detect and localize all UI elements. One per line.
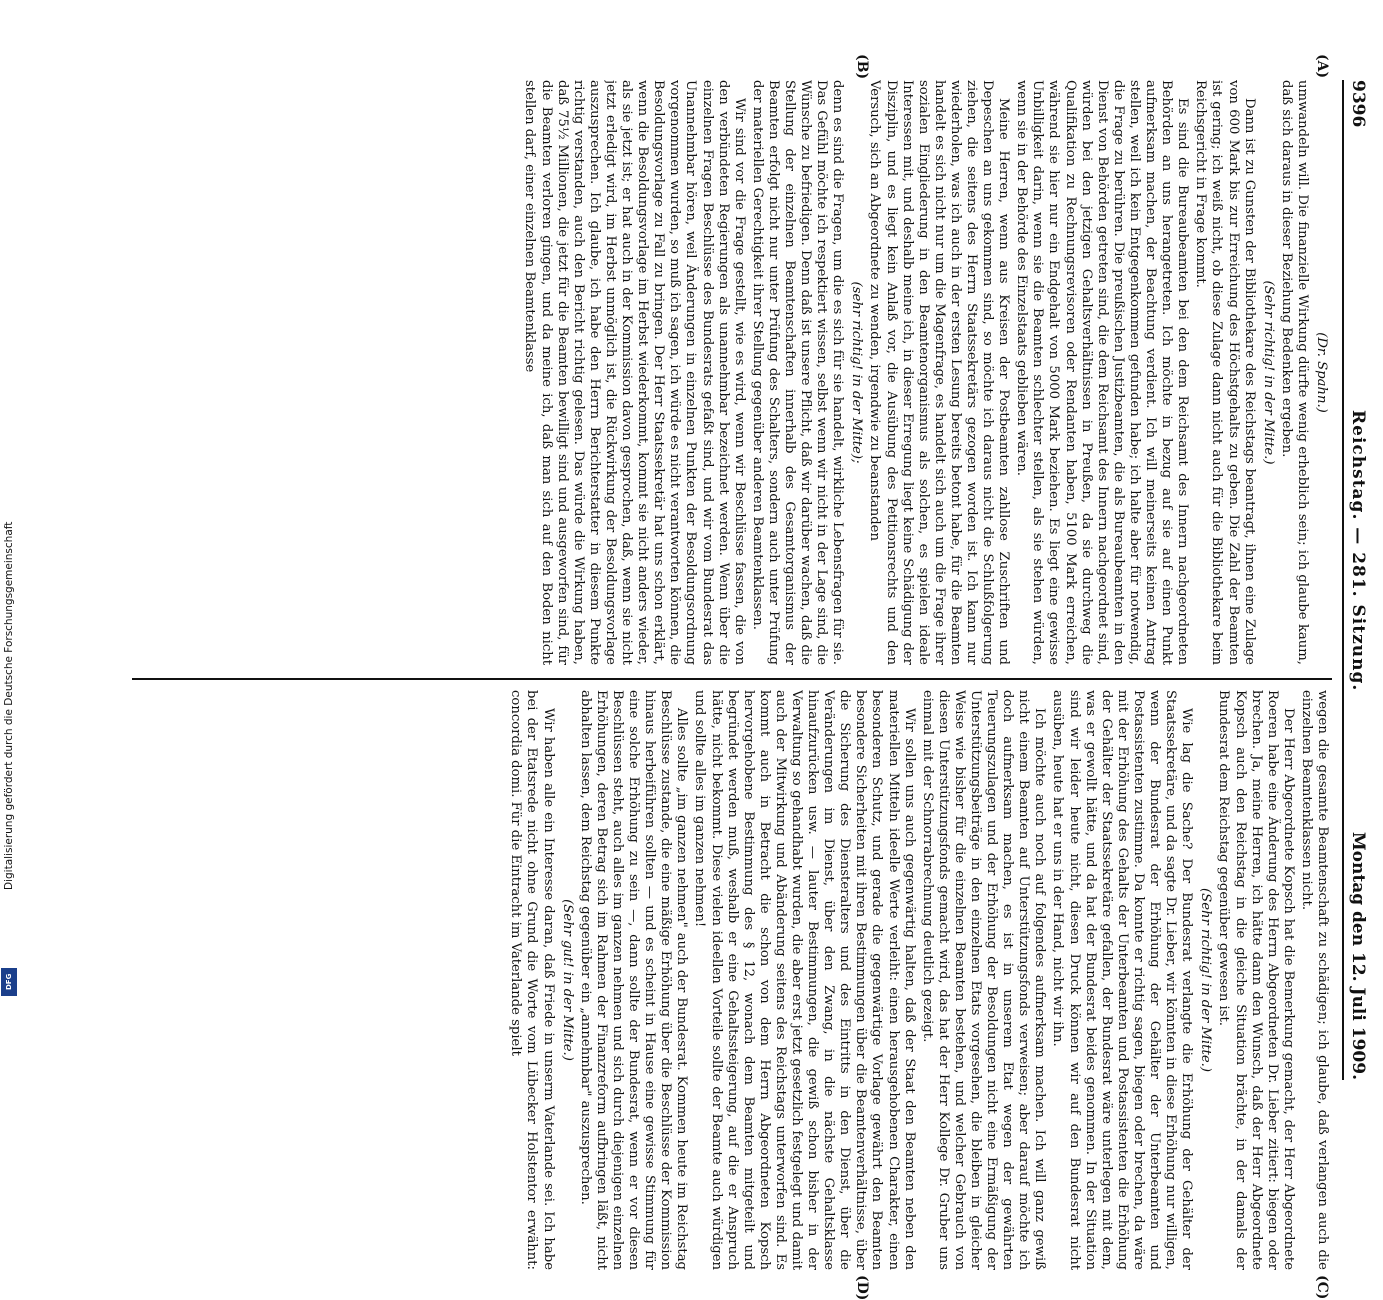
paragraph: denn es sind die Fragen, um die es sich für sie handelt, wirkliche Lebensfragen für sie. Das Gefühl möchte ich respektiert wissen, selbst wenn wir nicht in der Lage sind, die Wünsche zu befriedigen. Denn daß ist unsere Pflicht, daß wir darüber wachen, daß die Stellung der einzelnen Beamtenschaften innerhalb des Gesamtorganismus der Beamten erfolgt nicht nur unter Prüfung des Schalters, sondern auch unter Prüfung der materiellen Gerechtigkeit ihrer Stellung gegenüber anderen Beamtenklassen. <box>749 80 846 665</box>
paragraph: wegen die gesamte Beamtenschaft zu schädigen; ich glaube, daß verlangen auch die einzelnen Beamtenklassen nicht. <box>1298 690 1330 1270</box>
page-number: 9396 <box>1348 80 1368 128</box>
interjection: (sehr richtig! in der Mitte); <box>849 281 865 464</box>
paragraph: Wir sind vor die Frage gestellt, wie es wird, wenn wir Beschlüsse fassen, die von den verbündeten Regierungen als unannehmbar bezeichnet werden. Wenn über die einzelnen Fragen Beschlüsse des Bundesrats gefaßt sind, und wir vom Bundesrat das Unannehmbar hören, weil Änderungen in einzelnen Punkten der Besoldungsordnung vorgenommen wurden, so muß ich sagen, ich würde es nicht verantworten können, die Besoldungsvorlage zu Fall zu bringen. Der Herr Staatssekretär hat uns schon erklärt, wenn die Besoldungsvorlage im Herbst wiederkommt, kommt sie nicht anders wieder, als sie jetzt ist; er hat auch in der Kommission davon gesprochen, daß, wenn sie nicht jetzt erledigt wird, im Herbst unmöglich ist, die Rückwirkung der Besoldungsvorlage auszusprechen. Ich glaube, ich habe den Herrn Berichterstatter in diesem Punkte richtig verstanden, auch den Bericht richtig gelesen. Das würde die Wirkung haben, daß 75½ Millionen, die jetzt für die Beamten bewilligt sind und ausgeworfen sind, für die Beamten verloren gingen, und da meine ich, daß man sich auf den Boden nicht stellen darf, einer einzelnen Beamtenklasse <box>522 80 747 665</box>
speaker-label: (Dr. Spahn.) <box>1314 332 1329 413</box>
margin-label-a: (A) <box>1314 54 1330 79</box>
paragraph: Wie lag die Sache? Der Bundesrat verlangte die Erhöhung der Gehälter der Staatssekretäre, und da sagte Dr. Lieber, wir könnten in diese Erhöhung nur willigen, wenn der Bundesrat der Erhöhung der Gehälter der Unterbeamten und Postassistenten zustimme. Da konnte er richtig sagen, biegen oder brechen, da wäre mit der Erhöhung des Gehalts der Unterbeamten und Postassistenten die Erhöhung der Gehälter der Staatssekretäre gefallen, der Bundesrat wäre unterlegen mit dem, was er gewollt hätte, und da hat der Bundesrat beides genommen. In der Situation sind wir leider heute nicht, diesen Druck können wir auf den Bundesrat nicht ausüben, heute hat er uns in der Hand, nicht wir ihn. <box>1050 690 1195 1270</box>
paragraph: umwandeln will. Die finanzielle Wirkung dürfte wenig erheblich sein; ich glaube kaum, daß sich daraus in dieser Beziehung Bedenken ergeben. <box>1278 80 1310 665</box>
paragraph: Wir sollen uns auch gegenwärtig halten, daß der Staat den Beamten neben den materiellen Mitteln ideelle Werte verleiht: einen herausgehobenen Charakter, einen besonderen Schutz, und gerade die gegenwärtige Vorlage gewährt den Beamten besondere Sicherheiten mit ihren Bestimmungen über die Beamtenverhältnisse, über die Sicherung des Diensteralters und des Eintritts in den Dienst, über die Veränderungen im Dienst, über den Zwang, in die nächste Gehaltsklasse hinaufzurücken usw. — lauter Bestimmungen, die gewiß schon bisher in der Verwaltung so gehandhabt wurden, die aber erst jetzt gesetzlich festgelegt und damit auch der Mitwirkung und Abänderung seitens des Reichstags unterworfen sind. Es kommt auch in Betracht die schon von dem Herrn Abgeordneten Kopsch hervorgehobene Bestimmung des § 12, wonach dem Beamten mitgeteilt und begründet werden muß, weshalb er eine Gehaltssteigerung, auf die er Anspruch hätte, nicht bekommt. Diese vielen ideellen Vorteile sollte der Beamte auch würdigen und sollte alles im ganzen nehmen! <box>692 690 917 1270</box>
margin-label-d: (D) <box>854 1275 870 1300</box>
margin-label-c: (C) <box>1314 1275 1330 1300</box>
footer-strip <box>0 0 18 1000</box>
page-header <box>1342 80 1370 1080</box>
document-page <box>70 54 1370 1300</box>
margin-label-b: (B) <box>854 54 870 80</box>
paragraph: Meine Herren, wenn aus Kreisen der Postbeamten zahllose Zuschriften und Depeschen an uns gekommen sind, so möchte ich daraus nicht die Schlußfolgerung ziehen, die seitens des Herrn Staatssekretärs gezogen worden ist. Ich kann nur wiederholen, was ich auch in der ersten Lesung bereits betont habe, für die Beamten handelt es sich nicht nur um die Magenfrage, es handelt sich auch um die Frage ihrer sozialen Eingliederung in den Beamtenorganismus als solchen, es spielen ideale Interessen mit, und deshalb meine ich, in dieser Erregung liegt keine Schädigung der Disziplin, und es liegt kein Anlaß vor, die Ausübung des Petitionsrechts und den Versuch, sich an Abgeordnete zu wenden, irgendwie zu beanstanden <box>867 80 1012 665</box>
right-column <box>150 690 1330 1270</box>
paragraph: Ich möchte auch noch auf folgendes aufmerksam machen. Ich will ganz gewiß nicht einem Beamten auf Unterstützungsfonds verweisen; aber darauf möchte ich doch aufmerksam machen, es ist in unserem Etat wegen der gewährten Teuerungszulagen und der Erhöhung der Besoldungen nicht eine Ermäßigung der Unterstützungsbeiträge in den einzelnen Etats vorgesehen, die bleiben in gleicher Weise wie bisher für die einzelnen Beamten bestehen, und welcher Gebrauch von diesen Unterstützungsfonds gemacht wird, das hat der Herr Kollege Dr. Gruber uns einmal mit der Schnorrabrechnung deutlich gezeigt. <box>919 690 1048 1270</box>
funding-notice: Digitalisierung gefördert durch die Deutsche Forschungsgemeinschaft <box>3 521 15 890</box>
paragraph: Dann ist zu Gunsten der Bibliothekare des Reichstags beantragt, ihnen eine Zulage von 600 Mark bis zur Erreichung des Höchstgehalts zu geben. Die Zahl der Beamten ist gering; ich weiß nicht, ob diese Zulage dann nicht auch für die Bibliothekare beim Reichsgericht in Frage kommt. <box>1193 80 1257 665</box>
session-title: Reichstag. — 281. Sitzung. <box>1348 410 1368 692</box>
paragraph: Wir haben alle ein Interesse daran, daß Friede in unserm Vaterlande sei. Ich habe bei der Etatsrede nicht ohne Grund die Worte vom Lübecker Holstentor erwähnt: concordia domi. Für die Eintracht im Vaterlande spielt <box>508 690 556 1270</box>
dfg-logo: DFG <box>1 968 17 996</box>
session-date: Montag den 12. Juli 1909. <box>1348 831 1368 1080</box>
column-divider <box>132 678 1332 680</box>
paragraph: Es sind die Bureaubeamten bei den dem Reichsamt des Innern nachgeordneten Behörden an uns herangetreten. Ich möchte in bezug auf sie auf einen Punkt aufmerksam machen, der Beachtung verdient. Ich will meinerseits keinen Antrag stellen, weil ich kein Entgegenkommen gefunden habe; ich halte aber für notwendig, die Frage zu berühren. Die preußischen Justizbeamten, die als Bureaubeamten in den Dienst von Behörden getreten sind, die dem Reichsamt des Innern nachgeordnet sind, würden bei den jetzigen Gehaltsverhältnissen in Preußen, da sie durchweg die Qualifikation zu Rechnungsrevisoren oder Rendanten haben, 5100 Mark erreichen, während sie hier nur ein Endgehalt von 5000 Mark beziehen. Es liegt eine gewisse Unbilligkeit darin, wenn sie die Beamten schlechter stellen, als sie stehen würden, wenn sie in der Behörde des Einzelstaats geblieben wären. <box>1014 80 1191 665</box>
left-column <box>150 80 1330 665</box>
interjection: (Sehr richtig! in der Mitte.) <box>1198 888 1214 1072</box>
paragraph: Alles sollte „im ganzen nehmen" auch der Bundesrat. Kommen heute im Reichstag Beschlüsse zustande, die eine mäßige Erhöhung über die Beschlüsse der Kommission hinaus herbeiführen sollten — und es scheint in Hause eine gewisse Stimmung für eine solche Erhöhung zu sein —, dann sollte der Bundesrat, wenn er vor diesen Beschlüssen steht, auch alles im ganzen nehmen und sich durch diejenigen einzelnen Erhöhungen, deren Betrag sich im Rahmen der Finanzreform aufbringen läßt, nicht abhalten lassen, dem Reichstag gegenüber ein „annehmbar" auszusprechen. <box>577 690 690 1270</box>
paragraph: Der Herr Abgeordnete Kopsch hat die Bemerkung gemacht, der Herr Abgeordnete Roeren habe eine Änderung des Herrn Abgeordneten Dr. Lieber zitiert: biegen oder brechen. Ja, meine Herren, ich hätte dann den Wunsch, daß der Herr Abgeordnete Kopsch auch den Reichstag in die gleiche Situation brächte, in der damals der Bundesrat dem Reichstag gegenüber gewesen ist. <box>1216 690 1296 1270</box>
interjection: (Sehr richtig! in der Mitte.) <box>1260 280 1276 465</box>
interjection: (Sehr gut! in der Mitte.) <box>559 899 575 1061</box>
